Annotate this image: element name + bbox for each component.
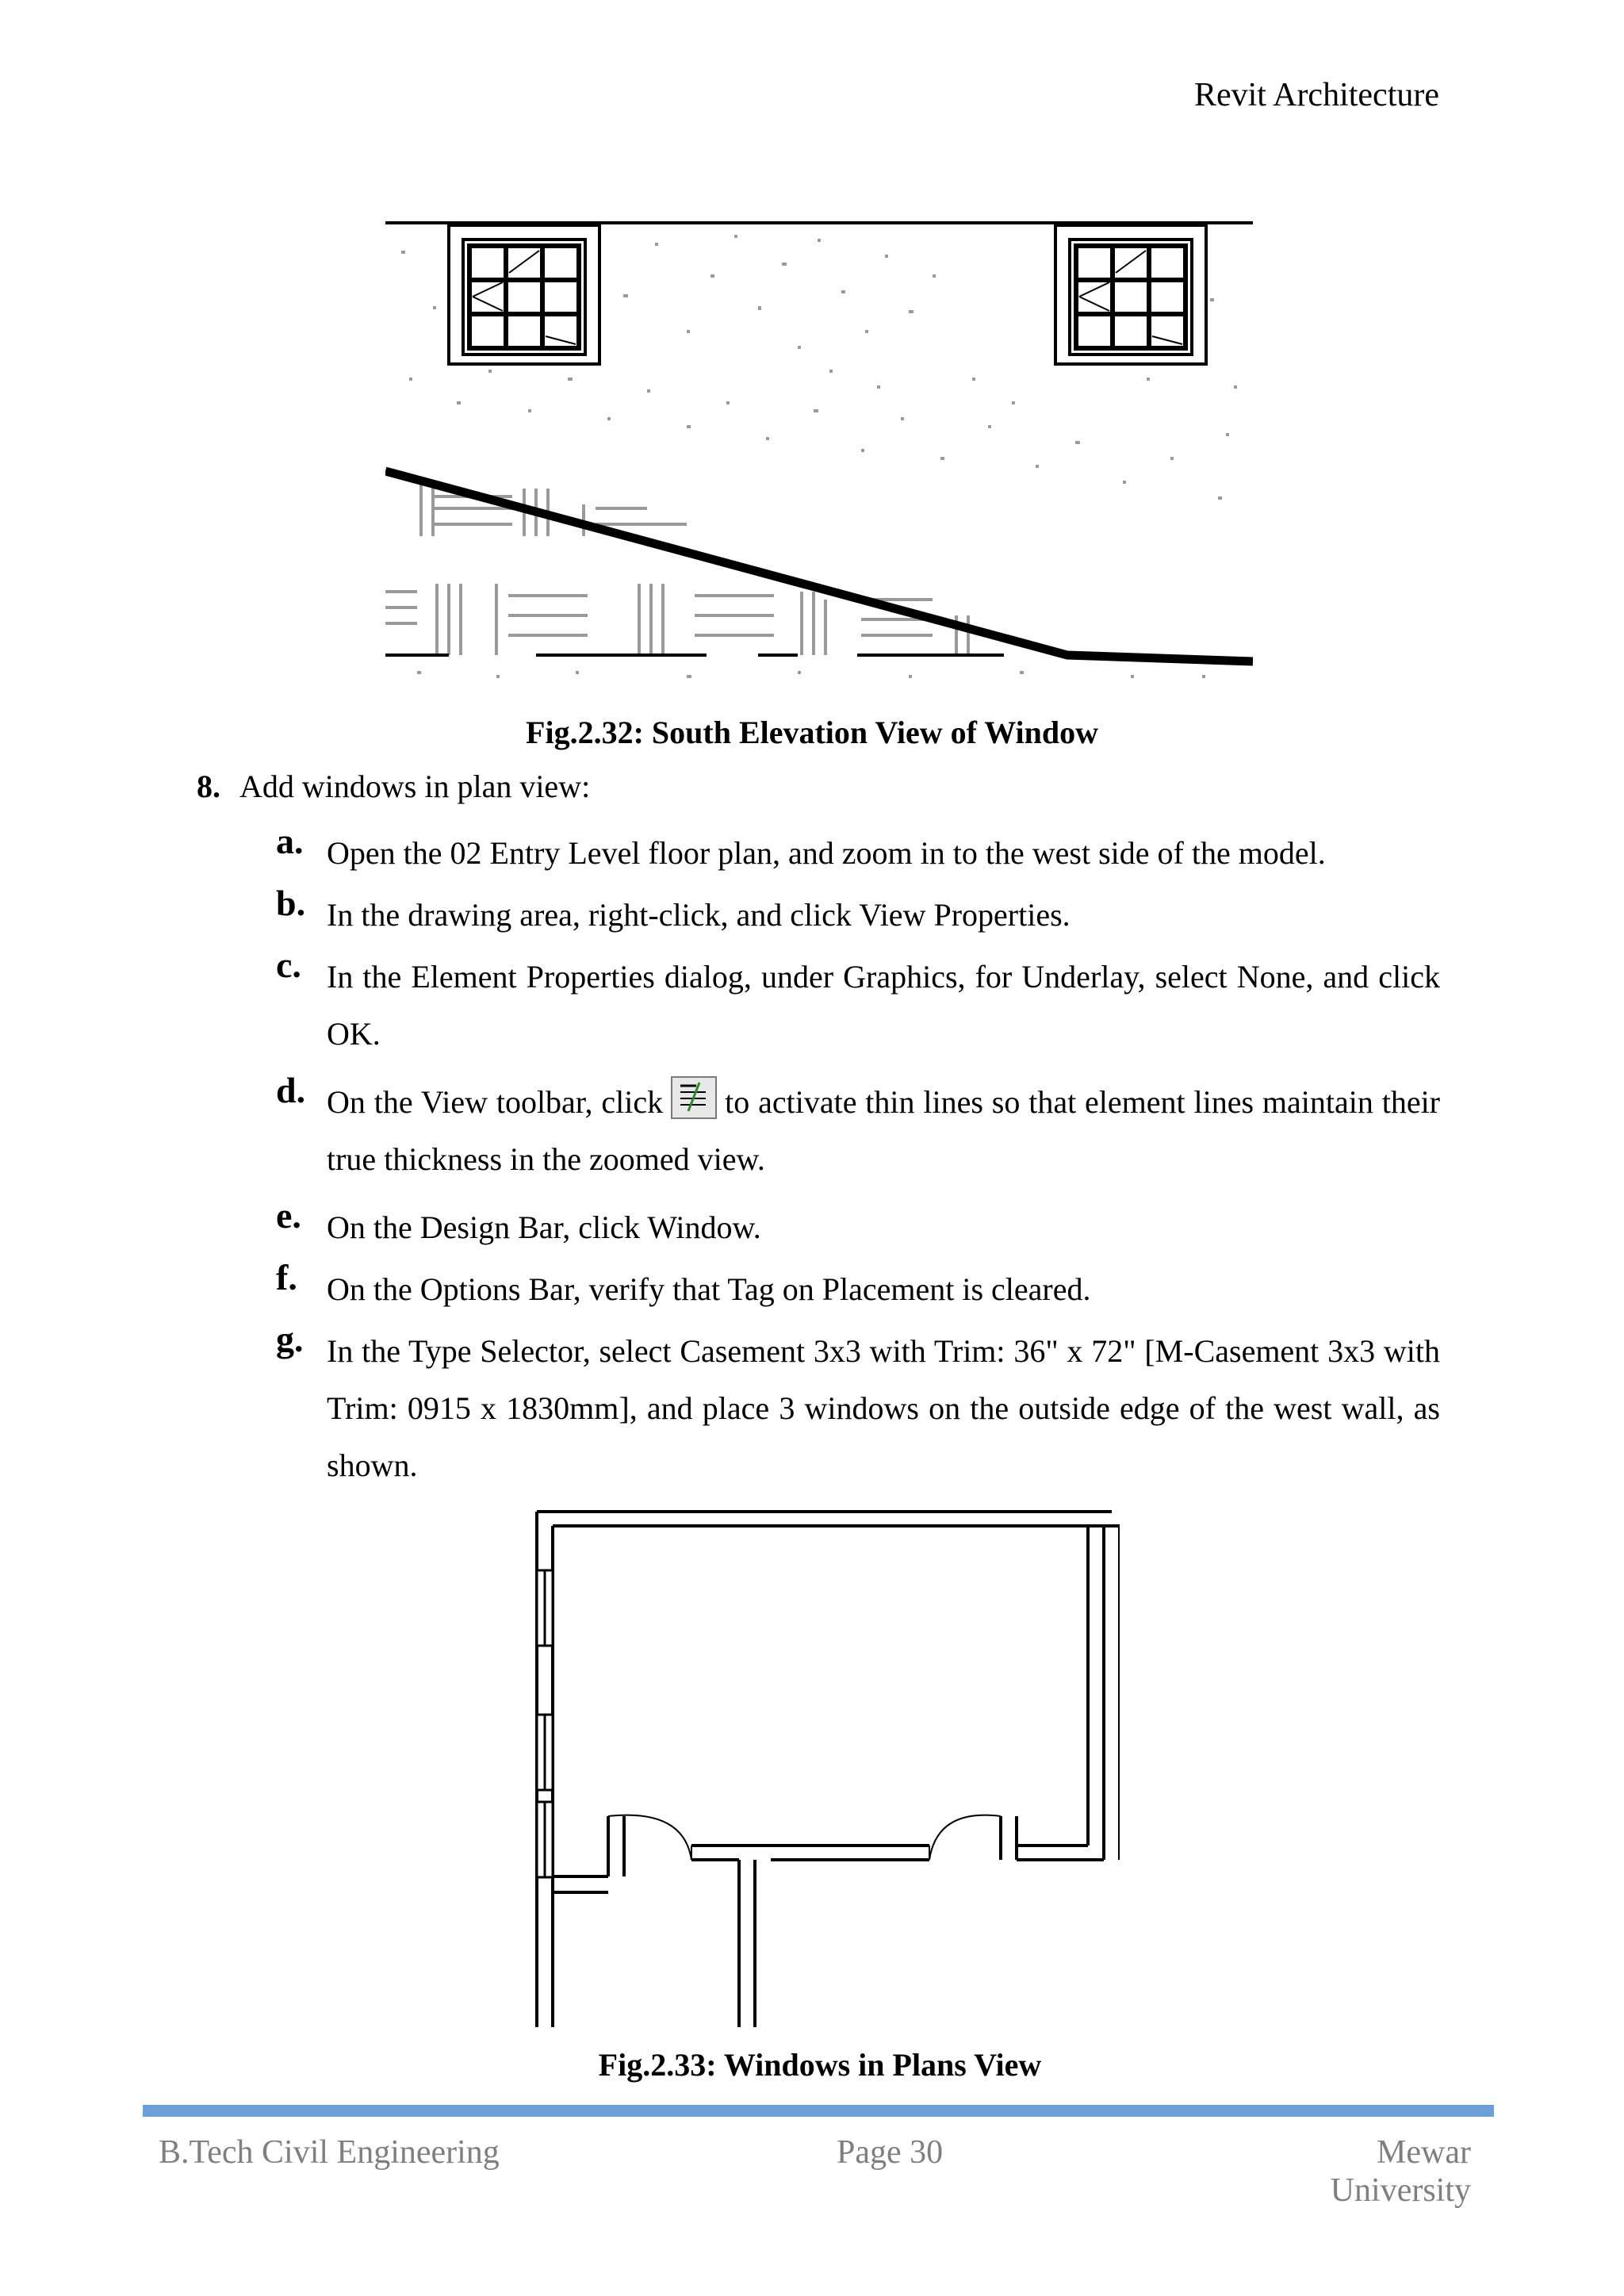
footer-left: B.Tech Civil Engineering [159,2134,500,2171]
thin-lines-icon[interactable] [671,1076,717,1119]
figure-caption-2-33: Fig.2.33: Windows in Plans View [598,2047,1042,2083]
step-text-before: On the View toolbar, click [327,1084,664,1120]
footer-page-number: Page 30 [837,2134,944,2171]
step-d [276,1070,1441,1188]
siding-pattern [385,481,968,655]
south-elevation-figure [385,219,1253,695]
list-item-number: 8. [197,769,220,804]
step-a [276,821,1440,882]
figure-caption-2-32: Fig.2.32: South Elevation View of Window [526,715,1098,750]
footer-right: Mewar University [1330,2134,1471,2209]
sloped-roof-line [385,471,1253,661]
step-b [276,883,1440,944]
step-letter: a. [276,821,304,861]
window-left [449,225,599,364]
step-text-after: to activate thin lines so that element lines maintain their true thickness in the zoomed view. [327,1084,1441,1177]
step-text: In the Element Properties dialog, under Graphics, for Underlay, select None, and click OK. [327,959,1440,1052]
step-text: On the Options Bar, verify that Tag on Placement is cleared. [327,1271,1091,1307]
step-c [276,945,1440,1063]
window-right [1055,225,1206,364]
step-letter: d. [276,1070,306,1110]
list-item-text: Add windows in plan view: [239,769,591,804]
step-text: In the Type Selector, select Casement 3x3 with Trim: 36" x 72" [M-Casement 3x3 with Trim: 0915 x 1830mm], and place 3 windows on the outside edge of the west wall, as shown. [327,1333,1440,1483]
step-letter: g. [276,1319,304,1359]
step-letter: e. [276,1195,301,1236]
plan-view-figure [533,1507,1120,2030]
step-e [276,1195,1440,1256]
step-letter: b. [276,883,306,923]
step-text: In the drawing area, right-click, and click View Properties. [327,897,1071,933]
step-text: On the Design Bar, click Window. [327,1209,761,1245]
door-swings [608,1815,1001,1860]
footer-rule [143,2105,1494,2117]
running-header: Revit Architecture [1193,77,1439,113]
step-f [276,1257,1440,1318]
step-text: Open the 02 Entry Level floor plan, and zoom in to the west side of the model. [327,835,1326,871]
step-text [327,1074,1440,1188]
step-g [276,1319,1440,1494]
step-letter: f. [276,1257,297,1297]
west-windows [537,1570,553,1877]
step-letter: c. [276,945,301,985]
